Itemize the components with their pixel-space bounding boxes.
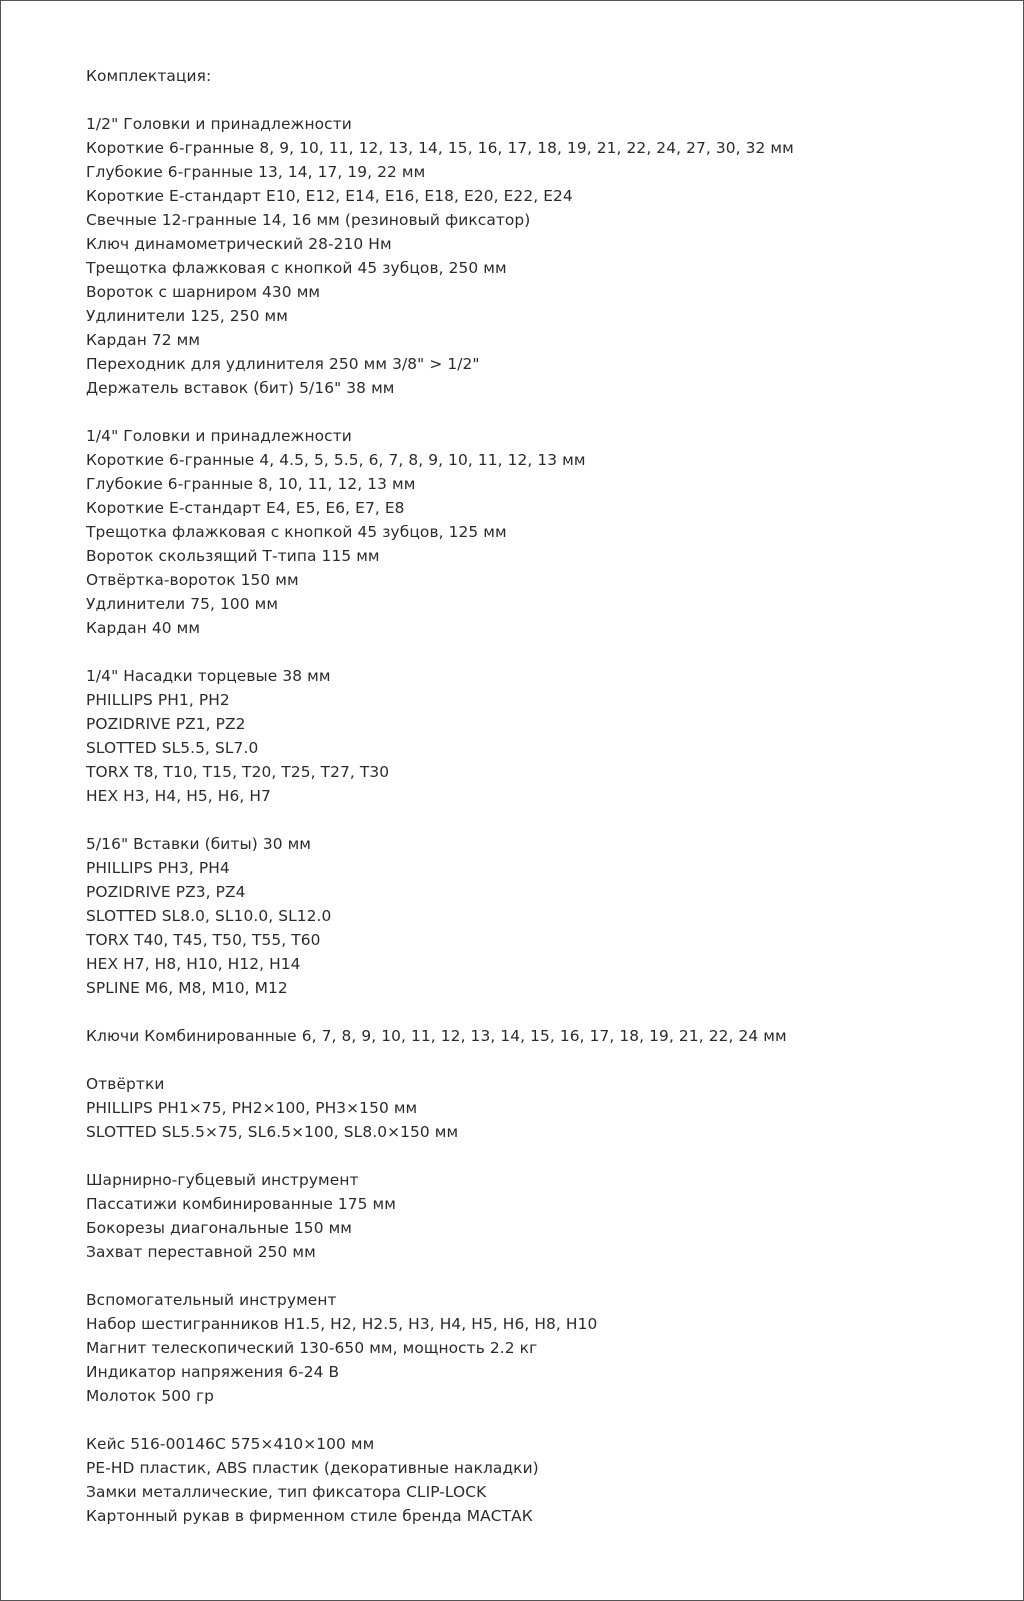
section-line: Бокорезы диагональные 150 мм <box>86 1219 352 1237</box>
section-line: Переходник для удлинителя 250 мм 3/8" > 1/2" <box>86 355 480 373</box>
section-line: Магнит телескопический 130-650 мм, мощность 2.2 кг <box>86 1339 538 1357</box>
section-line: PHILLIPS PH3, PH4 <box>86 859 230 877</box>
section-line: HEX H3, H4, H5, H6, H7 <box>86 787 271 805</box>
section-line: HEX H7, H8, H10, H12, H14 <box>86 955 301 973</box>
section-line: PHILLIPS PH1×75, PH2×100, PH3×150 мм <box>86 1099 418 1117</box>
section-line: Пассатижи комбинированные 175 мм <box>86 1195 396 1213</box>
section-line: Глубокие 6-гранные 8, 10, 11, 12, 13 мм <box>86 475 416 493</box>
section <box>86 1432 794 1528</box>
section-line: Удлинители 75, 100 мм <box>86 595 279 613</box>
section-line: POZIDRIVE PZ3, PZ4 <box>86 883 246 901</box>
section-line: Удлинители 125, 250 мм <box>86 307 288 325</box>
section-line: Короткие 6-гранные 4, 4.5, 5, 5.5, 6, 7, 8, 9, 10, 11, 12, 13 мм <box>86 451 586 469</box>
section-line: Короткие Е-стандарт Е10, Е12, Е14, Е16, Е18, Е20, Е22, Е24 <box>86 187 573 205</box>
section-line: TORX T40, T45, T50, T55, T60 <box>86 931 321 949</box>
spacer <box>86 640 794 664</box>
section-line: Трещотка флажковая с кнопкой 45 зубцов, 250 мм <box>86 259 507 277</box>
section-line: Кардан 40 мм <box>86 619 201 637</box>
section-heading: 1/2" Головки и принадлежности <box>86 115 352 133</box>
section-heading: 1/4" Насадки торцевые 38 мм <box>86 667 331 685</box>
section-line: Вороток скользящий Т-типа 115 мм <box>86 547 380 565</box>
section-line: POZIDRIVE PZ1, PZ2 <box>86 715 246 733</box>
section <box>86 1168 794 1264</box>
section-line: Молоток 500 гр <box>86 1387 215 1405</box>
section-line: Трещотка флажковая с кнопкой 45 зубцов, 125 мм <box>86 523 507 541</box>
section-line: Держатель вставок (бит) 5/16" 38 мм <box>86 379 395 397</box>
section <box>86 112 794 400</box>
section-line: Картонный рукав в фирменном стиле бренда МАСТАК <box>86 1507 533 1525</box>
section-heading: Кейс 516-00146C 575×410×100 мм <box>86 1435 375 1453</box>
section-line: SPLINE M6, M8, M10, M12 <box>86 979 288 997</box>
section-line: Ключ динамометрический 28-210 Нм <box>86 235 392 253</box>
section-line: Индикатор напряжения 6-24 В <box>86 1363 340 1381</box>
section-line: PHILLIPS PH1, PH2 <box>86 691 230 709</box>
section-heading: Ключи Комбинированные 6, 7, 8, 9, 10, 11, 12, 13, 14, 15, 16, 17, 18, 19, 21, 22, 24 мм <box>86 1027 787 1045</box>
section <box>86 664 794 808</box>
section <box>86 1288 794 1408</box>
section-line: Короткие Е-стандарт Е4, Е5, Е6, Е7, Е8 <box>86 499 405 517</box>
section-line: Вороток с шарниром 430 мм <box>86 283 321 301</box>
section-line: SLOTTED SL5.5, SL7.0 <box>86 739 259 757</box>
spacer <box>86 1408 794 1432</box>
spacer <box>86 400 794 424</box>
section-heading: Вспомогательный инструмент <box>86 1291 337 1309</box>
section <box>86 424 794 640</box>
section-line: Глубокие 6-гранные 13, 14, 17, 19, 22 мм <box>86 163 426 181</box>
section-line: PE-HD пластик, ABS пластик (декоративные накладки) <box>86 1459 539 1477</box>
section-heading: 1/4" Головки и принадлежности <box>86 427 352 445</box>
sections-container <box>86 112 794 1528</box>
spacer <box>86 1144 794 1168</box>
section-heading: Шарнирно-губцевый инструмент <box>86 1171 359 1189</box>
section-line: Отвёртка-вороток 150 мм <box>86 571 299 589</box>
section-line: SLOTTED SL5.5×75, SL6.5×100, SL8.0×150 мм <box>86 1123 459 1141</box>
section <box>86 832 794 1000</box>
section-line: Захват переставной 250 мм <box>86 1243 316 1261</box>
section-line: Кардан 72 мм <box>86 331 201 349</box>
section <box>86 1072 794 1144</box>
spacer <box>86 1048 794 1072</box>
section-heading: 5/16" Вставки (биты) 30 мм <box>86 835 312 853</box>
section-line: TORX T8, T10, T15, T20, T25, T27, T30 <box>86 763 390 781</box>
section-heading: Отвёртки <box>86 1075 165 1093</box>
section-line: SLOTTED SL8.0, SL10.0, SL12.0 <box>86 907 332 925</box>
spacer <box>86 1264 794 1288</box>
spacer <box>86 88 794 112</box>
spacer <box>86 808 794 832</box>
section-line: Набор шестигранников H1.5, H2, H2.5, H3, H4, H5, H6, H8, H10 <box>86 1315 598 1333</box>
section-line: Короткие 6-гранные 8, 9, 10, 11, 12, 13, 14, 15, 16, 17, 18, 19, 21, 22, 24, 27, 30, 32 мм <box>86 139 794 157</box>
section <box>86 1024 794 1048</box>
document-body <box>86 64 794 1528</box>
spacer <box>86 1000 794 1024</box>
section-line: Свечные 12-гранные 14, 16 мм (резиновый фиксатор) <box>86 211 531 229</box>
section-line: Замки металлические, тип фиксатора CLIP-LOCK <box>86 1483 487 1501</box>
document-title: Комплектация: <box>86 67 212 85</box>
